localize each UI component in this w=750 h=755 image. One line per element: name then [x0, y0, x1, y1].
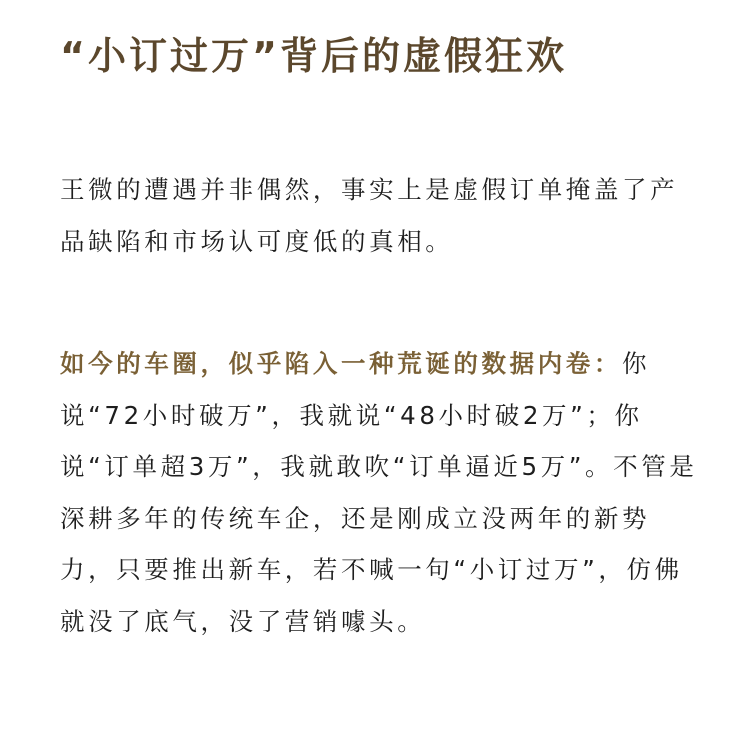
paragraph-1: 王微的遭遇并非偶然，事实上是虚假订单掩盖了产品缺陷和市场认可度低的真相。 [60, 175, 679, 256]
paragraph-2-body: 你说“72小时破万”，我就说“48小时破2万”；你说“订单超3万”，我就敢吹“订单逼近5万”。不管是深耕多年的传统车企，还是刚成立没两年的新势力，只要推出新车，若不喊一句“小订过万”，仿佛就没了底气，没了营销噱头。 [60, 349, 698, 636]
headline: “小订过万”背后的虚假狂欢 [60, 34, 567, 78]
paragraph-2-lead: 如今的车圈，似乎陷入一种荒诞的数据内卷： [60, 349, 622, 378]
paragraph-2 [60, 338, 700, 647]
